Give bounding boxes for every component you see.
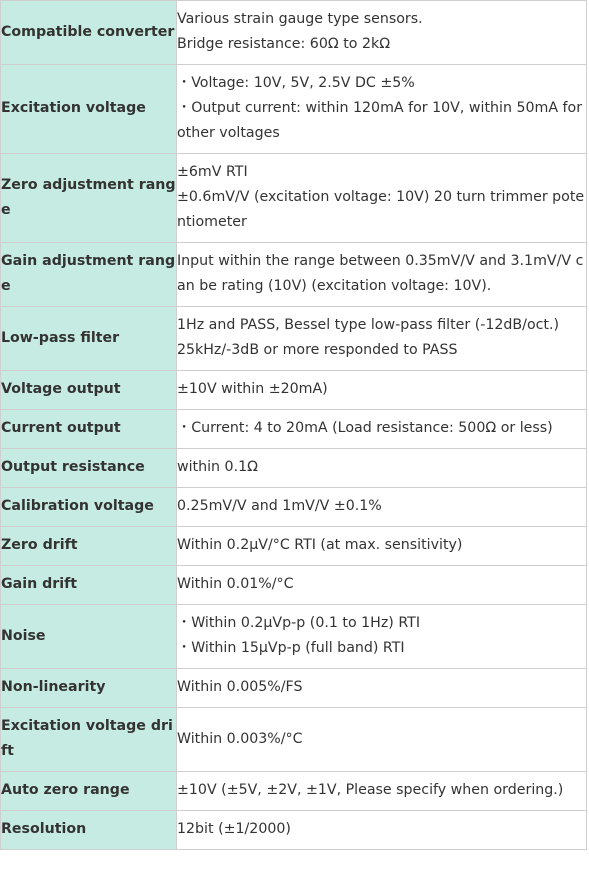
spec-label: Excitation voltage <box>1 65 177 154</box>
spec-label: Non-linearity <box>1 669 177 708</box>
spec-label: Gain adjustment range <box>1 243 177 307</box>
spec-row <box>1 488 587 527</box>
spec-value-line: 25kHz/-3dB or more responded to PASS <box>177 342 458 358</box>
spec-row <box>1 449 587 488</box>
spec-value-line: ±10V (±5V, ±2V, ±1V, Please specify when ordering.) <box>177 782 564 798</box>
spec-value <box>177 243 587 307</box>
spec-value <box>177 65 587 154</box>
spec-row <box>1 605 587 669</box>
spec-label: Calibration voltage <box>1 488 177 527</box>
spec-value-line: ±6mV RTI <box>177 164 248 180</box>
spec-value <box>177 566 587 605</box>
spec-label: Low-pass filter <box>1 307 177 371</box>
spec-label: Excitation voltage drift <box>1 708 177 772</box>
spec-value <box>177 1 587 65</box>
spec-value <box>177 154 587 243</box>
spec-table-body <box>1 1 587 850</box>
spec-value-line: ・Voltage: 10V, 5V, 2.5V DC ±5% <box>177 75 415 91</box>
spec-label: Noise <box>1 605 177 669</box>
spec-value-line: ・Within 15μVp-p (full band) RTI <box>177 640 405 656</box>
spec-value-line: ・Within 0.2μVp-p (0.1 to 1Hz) RTI <box>177 615 421 631</box>
spec-value-line: Within 0.005%/FS <box>177 679 303 695</box>
spec-value-line: Various strain gauge type sensors. <box>177 11 423 27</box>
spec-value-line: ・Output current: within 120mA for 10V, within 50mA for other voltages <box>177 100 583 141</box>
spec-value-line: 0.25mV/V and 1mV/V ±0.1% <box>177 498 382 514</box>
spec-value-line: Within 0.2μV/°C RTI (at max. sensitivity) <box>177 537 463 553</box>
spec-value-line: ±10V within ±20mA) <box>177 381 328 397</box>
spec-value-line: 12bit (±1/2000) <box>177 821 291 837</box>
spec-value <box>177 772 587 811</box>
spec-value <box>177 605 587 669</box>
spec-value <box>177 410 587 449</box>
spec-row <box>1 154 587 243</box>
spec-row <box>1 65 587 154</box>
spec-row <box>1 708 587 772</box>
spec-value <box>177 669 587 708</box>
spec-label: Gain drift <box>1 566 177 605</box>
spec-row <box>1 811 587 850</box>
spec-value-line: Within 0.01%/°C <box>177 576 294 592</box>
spec-value-line: ±0.6mV/V (excitation voltage: 10V) 20 turn trimmer potentiometer <box>177 189 585 230</box>
spec-value <box>177 449 587 488</box>
spec-value-line: Within 0.003%/°C <box>177 730 303 747</box>
spec-label: Resolution <box>1 811 177 850</box>
spec-label: Auto zero range <box>1 772 177 811</box>
spec-value <box>177 811 587 850</box>
spec-value-line: Input within the range between 0.35mV/V and 3.1mV/V can be rating (10V) (excitation voltage: 10V). <box>177 253 584 294</box>
spec-value-line: within 0.1Ω <box>177 459 258 475</box>
spec-label: Output resistance <box>1 449 177 488</box>
spec-value <box>177 371 587 410</box>
spec-row <box>1 772 587 811</box>
spec-value <box>177 307 587 371</box>
spec-row <box>1 669 587 708</box>
spec-label: Voltage output <box>1 371 177 410</box>
spec-row <box>1 527 587 566</box>
spec-row <box>1 243 587 307</box>
spec-row <box>1 1 587 65</box>
spec-row <box>1 371 587 410</box>
spec-value-line: Bridge resistance: 60Ω to 2kΩ <box>177 36 391 52</box>
spec-label: Current output <box>1 410 177 449</box>
spec-label: Zero drift <box>1 527 177 566</box>
spec-row <box>1 566 587 605</box>
spec-row <box>1 410 587 449</box>
spec-label: Compatible converter <box>1 1 177 65</box>
spec-value <box>177 708 587 772</box>
spec-value <box>177 527 587 566</box>
spec-label: Zero adjustment range <box>1 154 177 243</box>
spec-value-line: ・Current: 4 to 20mA (Load resistance: 500Ω or less) <box>177 420 553 436</box>
spec-row <box>1 307 587 371</box>
spec-value-line: 1Hz and PASS, Bessel type low-pass filter (-12dB/oct.) <box>177 317 560 333</box>
spec-value <box>177 488 587 527</box>
